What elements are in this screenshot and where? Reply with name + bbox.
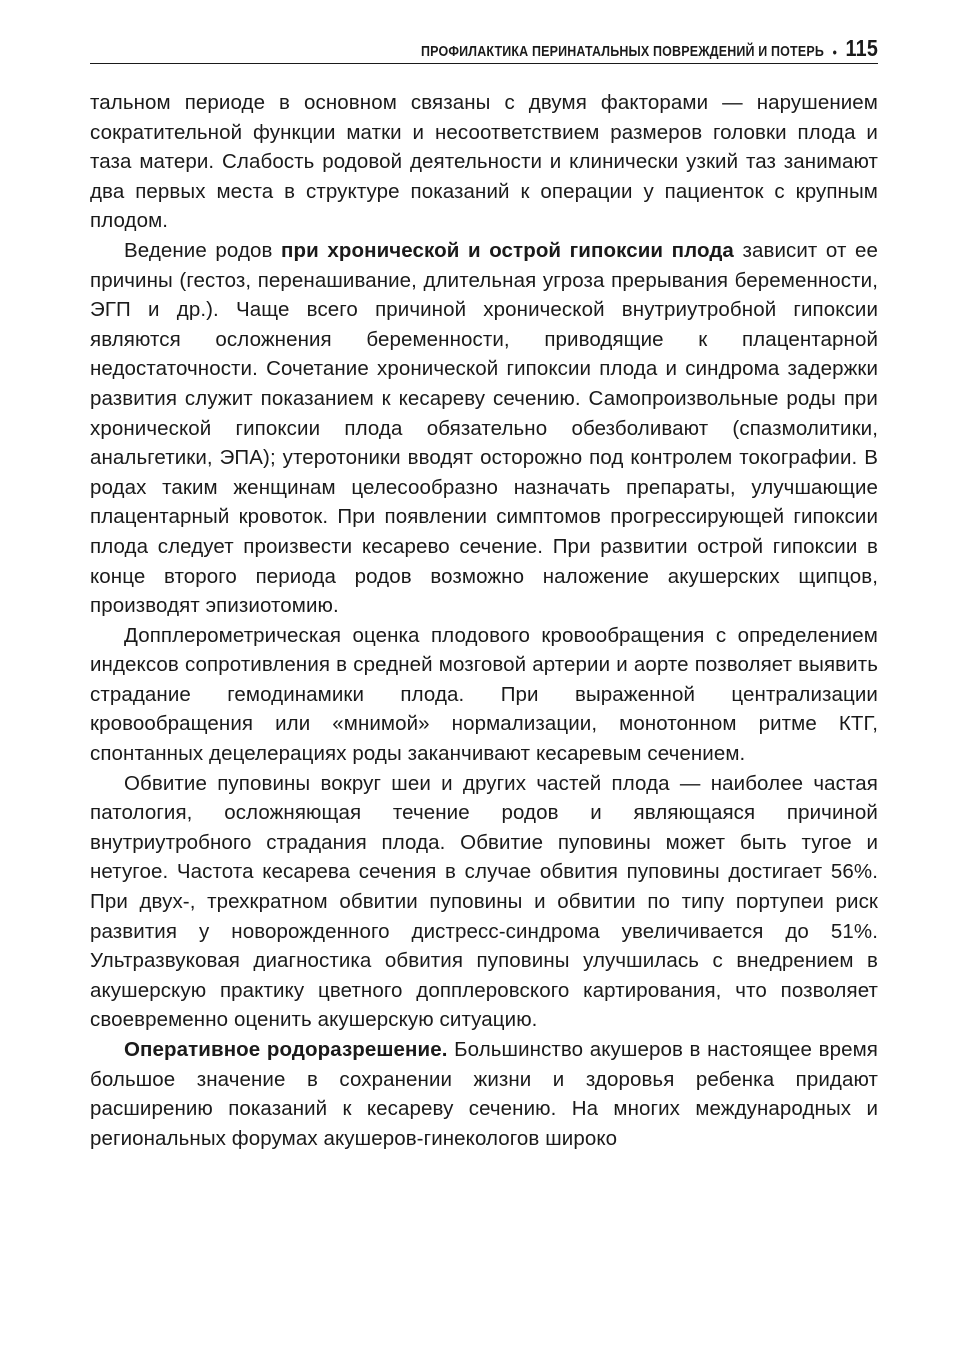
paragraph-1: [90, 88, 878, 236]
paragraph-3: [90, 621, 878, 769]
page-number: 115: [845, 35, 878, 61]
body-text: [90, 88, 878, 1153]
paragraph-2-pre: Ведение родов: [124, 238, 282, 262]
paragraph-5-text: Большинство акушеров в настоящее время большое значение в сохранении жизни и здоровья ребенка придают расширению показаний к кесареву сечению. На многих международных и региональных форумах акушеров-гинекологов широко: [90, 1038, 878, 1150]
paragraph-1-text: тальном периоде в основном связаны с двумя факторами — нарушением сократительной функции матки и несоответствием размеров головки плода и таза матери. Слабость родовой деятельности и клинически узкий таз занимают два первых места в структуре показаний к операции у пациенток с крупным плодом.: [90, 91, 878, 233]
paragraph-5-bold: Оперативное родоразрешение.: [124, 1038, 448, 1061]
paragraph-2-text: зависит от ее причины (гестоз, перенашивание, длительная угроза прерывания беременности, ЭГП и др.). Чаще всего причиной хронической внутриутробной гипоксии являются осложнения беременности, приводящие к плацентарной недостаточности. Сочетание хронической гипоксии плода и синдрома задержки развития служит показанием к кесареву сечению. Самопроизвольные роды при хронической гипоксии плода обязательно обезболивают (спазмолитики, анальгетики, ЭПА); утеротоники вводят осторожно под контролем токографии. В родах таким женщинам целесообразно назначать препараты, улучшающие плацентарный кровоток. При появлении симптомов прогрессирующей гипоксии плода следует произвести кесарево сечение. При развитии острой гипоксии в конце второго периода родов возможно наложение акушерских щипцов, производят эпизиотомию.: [90, 238, 878, 618]
paragraph-2-bold: при хронической и острой гипоксии плода: [281, 238, 734, 262]
paragraph-4: [90, 769, 878, 1035]
paragraph-3-text: Допплерометрическая оценка плодового кровообращения с определением индексов сопротивления в средней мозговой артерии и аорте позволяет выявить страдание гемодинамики плода. При выраженной централизации кровообращения или «мнимой» нормализации, монотонном ритме КТГ, спонтанных децелерациях роды заканчивают кесаревым сечением.: [90, 623, 878, 766]
running-title: ПРОФИЛАКТИКА ПЕРИНАТАЛЬНЫХ ПОВРЕЖДЕНИЙ И ПОТЕРЬ: [420, 44, 824, 60]
running-header: [200, 30, 878, 60]
header-separator: •: [832, 44, 837, 60]
paragraph-2: [90, 236, 878, 621]
paragraph-4-text: Обвитие пуповины вокруг шеи и других частей плода — наиболее частая патология, осложняющая течение родов и являющаяся причиной внутриутробного страдания плода. Обвитие пуповины может быть тугое и нетугое. Частота кесарева сечения в случае обвития пуповины достигает 56%. При двух-, трехкратном обвитии пуповины и обвитии по типу портупеи риск развития у новорожденного дистресс-синдрома увеличивается до 51%. Ультразвуковая диагностика обвития пуповины улучшилась с внедрением в акушерскую практику цветного допплеровского картирования, что позволяет своевременно оценить акушерскую ситуацию.: [90, 771, 878, 1032]
paragraph-5: [90, 1035, 878, 1153]
header-rule: [90, 63, 878, 64]
